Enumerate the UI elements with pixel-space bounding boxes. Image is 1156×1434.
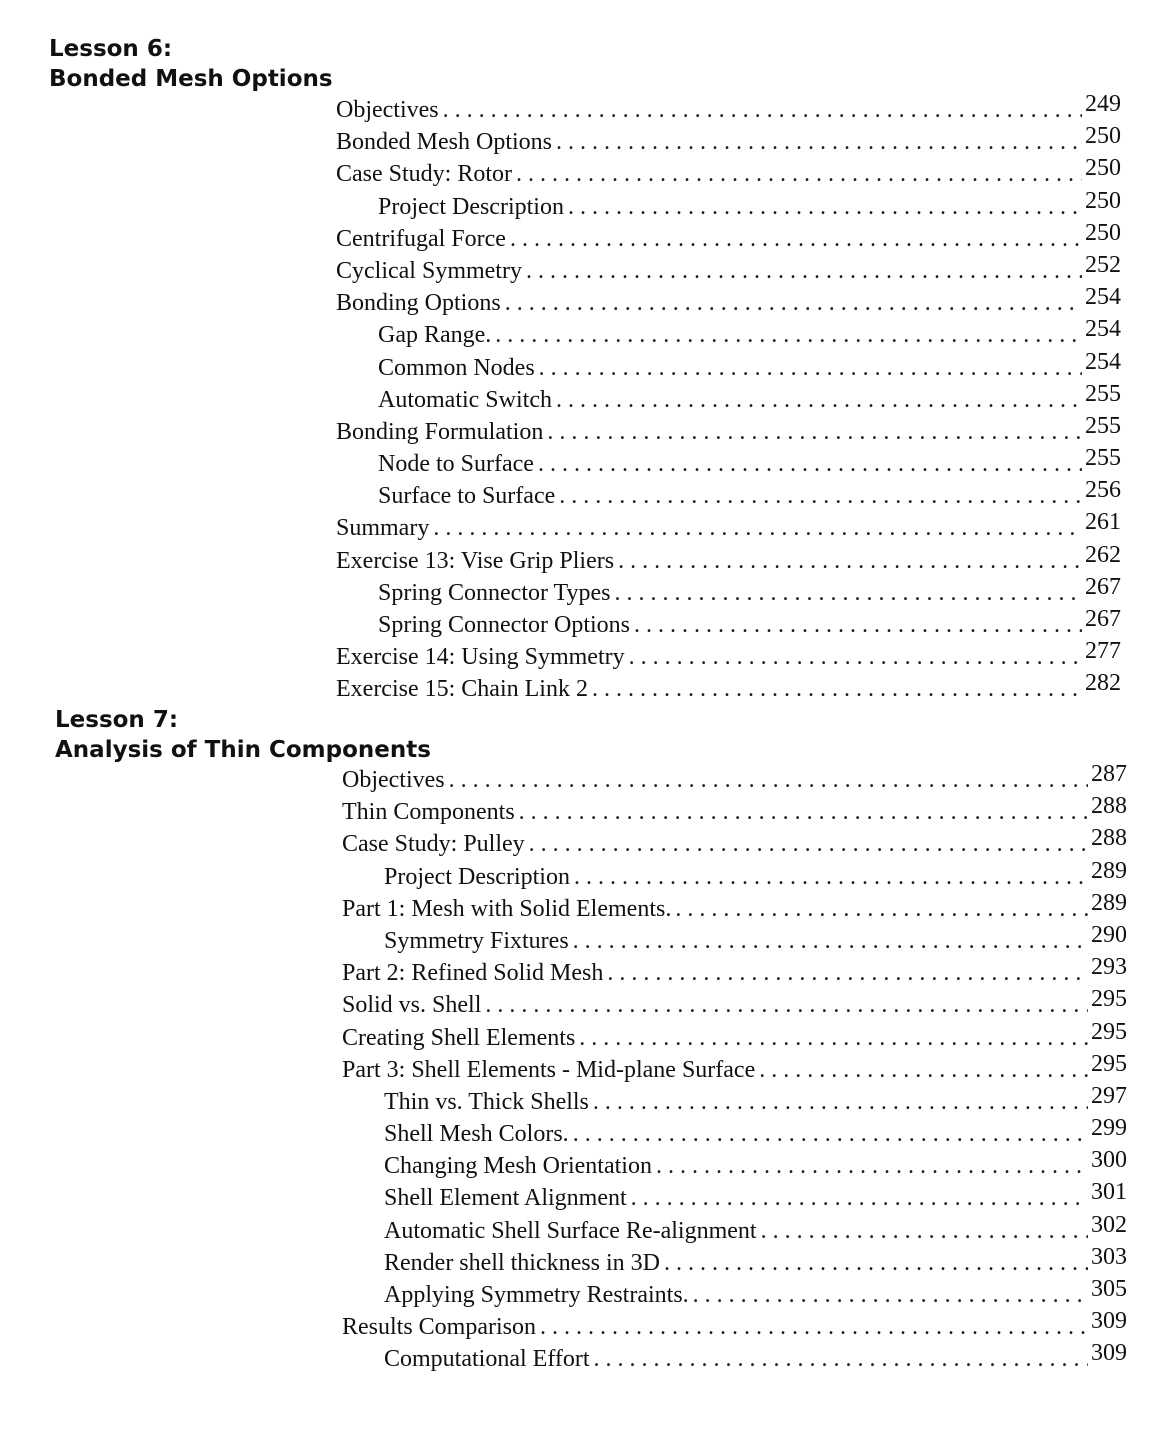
toc-entry[interactable] (342, 857, 1127, 894)
toc-entry-page-number: 254 (1085, 316, 1121, 343)
toc-entry-page-number: 288 (1091, 825, 1127, 852)
toc-entry[interactable] (336, 155, 1121, 191)
toc-entry-page-number: 303 (1091, 1243, 1127, 1270)
toc-entry-page-number: 267 (1085, 606, 1121, 632)
toc-entry-page-number: 255 (1085, 412, 1121, 439)
toc-entry-page-number: 267 (1085, 573, 1121, 600)
toc-entry-label: Bonded Mesh Options (336, 129, 552, 156)
toc-entry[interactable] (336, 573, 1121, 610)
toc-entry-label: Results Comparison (342, 1314, 537, 1341)
toc-entry-label: Project Description (384, 863, 570, 890)
toc-entry-page-number: 295 (1091, 1018, 1127, 1045)
toc-entry-label: Part 3: Shell Elements - Mid-plane Surface (342, 1056, 756, 1083)
toc-entry[interactable] (336, 219, 1121, 256)
toc-entry-label: Spring Connector Types (378, 579, 611, 606)
dot-leader (759, 1055, 1088, 1085)
toc-entry-page-number: 287 (1091, 761, 1127, 787)
toc-entry[interactable] (342, 1179, 1127, 1215)
toc-entry-label: Render shell thickness in 3D (384, 1249, 660, 1276)
dot-leader (519, 797, 1088, 827)
dot-leader (526, 256, 1082, 286)
toc-entry[interactable] (342, 793, 1127, 829)
toc-entry-page-number: 288 (1091, 793, 1127, 820)
toc-entry[interactable] (342, 1147, 1127, 1183)
dot-leader (592, 674, 1082, 704)
toc-entry[interactable] (336, 445, 1121, 481)
toc-entry-label: Shell Element Alignment (384, 1185, 627, 1212)
toc-entry-page-number: 250 (1085, 155, 1121, 182)
dot-leader (579, 1023, 1088, 1053)
toc-entry-page-number: 255 (1085, 380, 1121, 407)
dot-leader (634, 610, 1082, 640)
toc-entry-label: Solid vs. Shell (342, 992, 482, 1019)
toc-entry-page-number: 290 (1091, 921, 1127, 948)
toc-entry-page-number: 256 (1085, 477, 1121, 504)
toc-entry[interactable] (342, 921, 1127, 958)
dot-leader (443, 95, 1082, 125)
lesson-7-heading (55, 705, 431, 765)
dot-leader (675, 894, 1088, 924)
toc-entry-page-number: 254 (1085, 284, 1121, 311)
toc-entry-page-number: 299 (1091, 1115, 1127, 1142)
dot-leader (568, 192, 1082, 222)
dot-leader (618, 546, 1082, 576)
toc-entry[interactable] (342, 761, 1127, 797)
dot-leader (607, 958, 1088, 988)
toc-entry-label: Thin Components (342, 799, 515, 826)
toc-entry-page-number: 289 (1091, 857, 1127, 884)
toc-entry[interactable] (342, 1115, 1127, 1151)
dot-leader (629, 642, 1082, 672)
lesson-7-toc (342, 761, 1127, 1377)
dot-leader (615, 578, 1082, 608)
toc-entry-page-number: 289 (1091, 889, 1127, 916)
toc-entry-page-number: 254 (1085, 348, 1121, 375)
toc-entry-page-number: 293 (1091, 954, 1127, 981)
toc-entry-label: Objectives (342, 767, 445, 793)
toc-entry-label: Changing Mesh Orientation (384, 1153, 652, 1180)
toc-entry-label: Exercise 15: Chain Link 2 (336, 676, 588, 703)
dot-leader (529, 829, 1088, 859)
toc-entry[interactable] (336, 541, 1121, 578)
dot-leader (449, 765, 1088, 795)
toc-entry-label: Exercise 13: Vise Grip Pliers (336, 547, 615, 574)
dot-leader (495, 320, 1082, 350)
lesson-6-toc (336, 91, 1121, 707)
lesson-6-heading (49, 34, 333, 94)
toc-entry[interactable] (336, 187, 1121, 224)
lesson-title: Bonded Mesh Options (49, 66, 333, 92)
dot-leader (510, 224, 1082, 254)
toc-entry[interactable] (342, 1243, 1127, 1280)
dot-leader (516, 159, 1082, 189)
toc-entry[interactable] (342, 1082, 1127, 1119)
toc-entry-label: Automatic Shell Surface Re-alignment (384, 1217, 757, 1244)
toc-entry-label: Case Study: Rotor (336, 161, 513, 188)
toc-entry-label: Shell Mesh Colors. (384, 1121, 569, 1148)
toc-entry[interactable] (342, 986, 1127, 1022)
toc-entry[interactable] (336, 412, 1121, 449)
toc-entry[interactable] (342, 1276, 1127, 1312)
dot-leader (573, 1119, 1088, 1149)
toc-entry-page-number: 277 (1085, 638, 1121, 665)
toc-entry-page-number: 249 (1085, 91, 1121, 117)
dot-leader (761, 1216, 1088, 1246)
toc-entry-label: Project Description (378, 193, 564, 220)
toc-entry[interactable] (336, 380, 1121, 417)
toc-entry[interactable] (342, 1211, 1127, 1248)
dot-leader (594, 1344, 1088, 1374)
toc-entry[interactable] (336, 316, 1121, 352)
dot-leader (540, 1312, 1088, 1342)
dot-leader (433, 513, 1082, 543)
toc-entry-label: Symmetry Fixtures (384, 927, 569, 954)
toc-entry[interactable] (342, 954, 1127, 990)
toc-entry[interactable] (336, 348, 1121, 385)
dot-leader (693, 1280, 1088, 1310)
toc-entry[interactable] (342, 1340, 1127, 1376)
toc-entry-page-number: 262 (1085, 541, 1121, 568)
dot-leader (556, 385, 1082, 415)
toc-entry-page-number: 302 (1091, 1211, 1127, 1238)
toc-entry-page-number: 295 (1091, 986, 1127, 1013)
toc-entry-page-number: 297 (1091, 1082, 1127, 1109)
toc-entry-label: Bonding Formulation (336, 418, 544, 445)
toc-entry[interactable] (336, 670, 1121, 706)
toc-entry-page-number: 261 (1085, 509, 1121, 536)
toc-entry[interactable] (336, 638, 1121, 674)
toc-entry-label: Summary (336, 515, 430, 542)
toc-entry-label: Cyclical Symmetry (336, 257, 522, 284)
dot-leader (631, 1183, 1088, 1213)
dot-leader (573, 926, 1088, 956)
toc-entry-page-number: 295 (1091, 1050, 1127, 1077)
toc-entry-page-number: 252 (1085, 251, 1121, 278)
toc-entry-label: Spring Connector Options (378, 612, 630, 638)
toc-entry-page-number: 250 (1085, 219, 1121, 246)
dot-leader (485, 990, 1088, 1020)
toc-entry-page-number: 250 (1085, 187, 1121, 214)
toc-entry-page-number: 301 (1091, 1179, 1127, 1206)
toc-entry-label: Thin vs. Thick Shells (384, 1088, 589, 1115)
toc-entry[interactable] (336, 509, 1121, 545)
toc-entry[interactable] (342, 1050, 1127, 1087)
toc-entry-label: Gap Range. (378, 322, 492, 349)
toc-entry-label: Creating Shell Elements (342, 1024, 576, 1051)
toc-entry[interactable] (342, 825, 1127, 861)
toc-entry-label: Applying Symmetry Restraints. (384, 1282, 689, 1308)
toc-entry[interactable] (336, 477, 1121, 513)
dot-leader (664, 1248, 1088, 1278)
dot-leader (656, 1151, 1088, 1181)
toc-entry-label: Surface to Surface (378, 483, 556, 510)
toc-entry[interactable] (336, 123, 1121, 159)
dot-leader (559, 481, 1082, 511)
dot-leader (505, 288, 1082, 318)
toc-entry-page-number: 250 (1085, 123, 1121, 150)
toc-entry[interactable] (336, 91, 1121, 127)
toc-entry[interactable] (336, 606, 1121, 642)
toc-entry-page-number: 282 (1085, 670, 1121, 697)
toc-entry-label: Automatic Switch (378, 386, 552, 413)
toc-entry-label: Objectives (336, 97, 439, 123)
toc-entry-label: Case Study: Pulley (342, 831, 525, 858)
toc-entry-label: Common Nodes (378, 354, 535, 381)
toc-entry-label: Part 2: Refined Solid Mesh (342, 960, 604, 987)
toc-entry-page-number: 300 (1091, 1147, 1127, 1174)
dot-leader (574, 862, 1088, 892)
toc-entry[interactable] (336, 284, 1121, 320)
toc-entry-label: Node to Surface (378, 451, 534, 478)
toc-entry-page-number: 309 (1091, 1340, 1127, 1367)
lesson-number: Lesson 6: (49, 36, 173, 62)
toc-entry-page-number: 305 (1091, 1276, 1127, 1302)
toc-entry[interactable] (342, 1308, 1127, 1344)
dot-leader (539, 353, 1082, 383)
dot-leader (556, 127, 1082, 157)
toc-entry[interactable] (342, 1018, 1127, 1055)
toc-entry-label: Centrifugal Force (336, 225, 506, 252)
toc-entry-label: Computational Effort (384, 1346, 590, 1373)
lesson-number: Lesson 7: (55, 707, 179, 733)
toc-entry[interactable] (336, 251, 1121, 288)
dot-leader (538, 449, 1082, 479)
lesson-title: Analysis of Thin Components (55, 737, 431, 763)
toc-entry-page-number: 309 (1091, 1308, 1127, 1335)
toc-entry[interactable] (342, 889, 1127, 926)
dot-leader (593, 1087, 1088, 1117)
toc-entry-label: Exercise 14: Using Symmetry (336, 644, 625, 671)
toc-entry-label: Bonding Options (336, 290, 501, 317)
toc-entry-page-number: 255 (1085, 445, 1121, 472)
dot-leader (547, 417, 1082, 447)
toc-entry-label: Part 1: Mesh with Solid Elements. (342, 895, 672, 922)
